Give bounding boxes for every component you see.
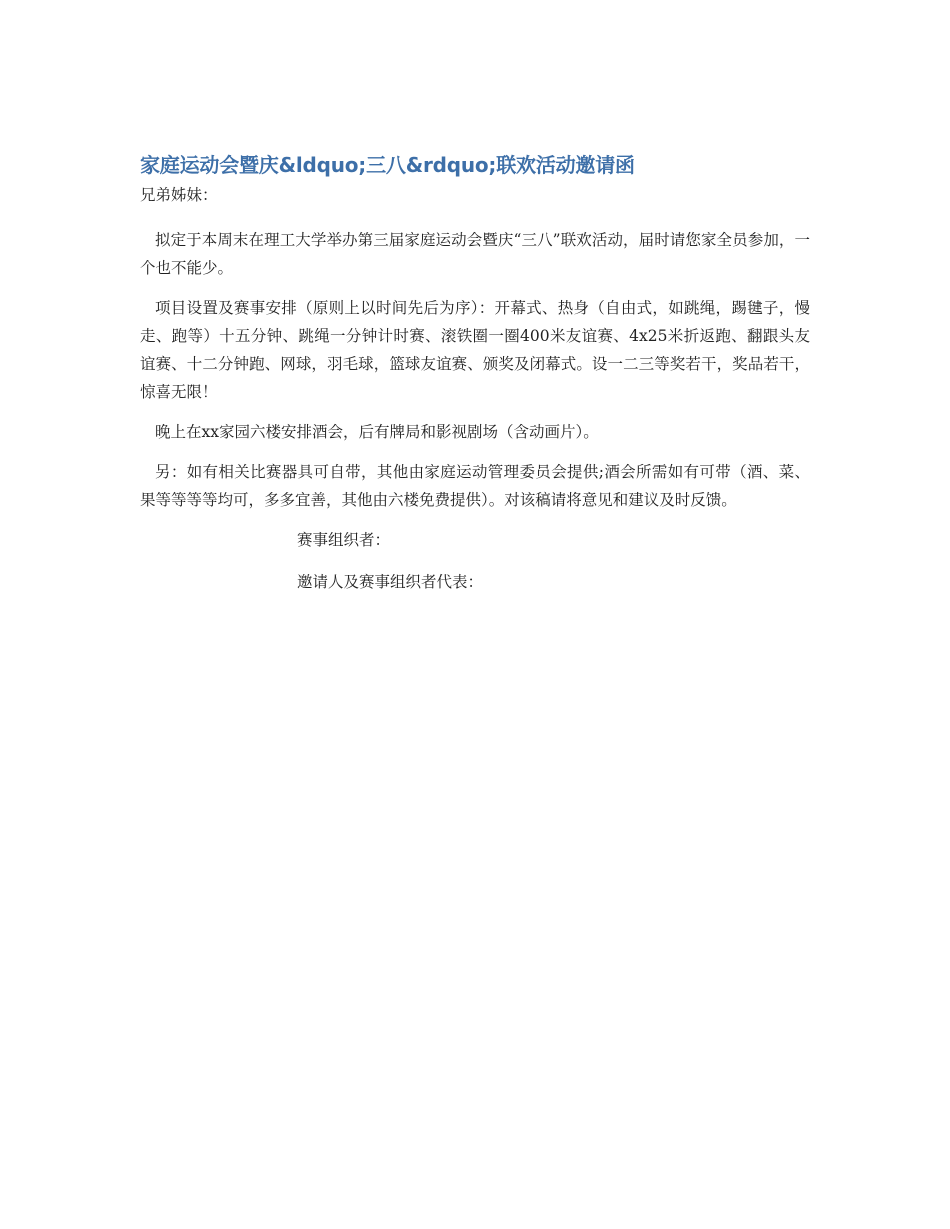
paragraph-intro: 拟定于本周末在理工大学举办第三届家庭运动会暨庆“三八”联欢活动，届时请您家全员参加，一个也不能少。	[140, 231, 810, 277]
paragraph-schedule: 项目设置及赛事安排（原则上以时间先后为序）：开幕式、热身（自由式，如跳绳，踢毽子，慢走、跑等）十五分钟、跳绳一分钟计时赛、滚铁圈一圈400米友谊赛、4x25米折返跑、翻跟头友谊赛、十二分钟跑、网球，羽毛球，篮球友谊赛、颁奖及闭幕式。设一二三等奖若干，奖品若干，惊喜无限！	[140, 299, 810, 401]
salutation: 兄弟姊妹：	[140, 186, 218, 204]
signature-organizer: 赛事组织者：	[297, 531, 391, 549]
paragraph-notes: 另：如有相关比赛器具可自带，其他由家庭运动管理委员会提供;酒会所需如有可带（酒、菜、果等等等等均可，多多宜善，其他由六楼免费提供）。对该稿请将意见和建议及时反馈。	[140, 463, 810, 509]
document-title: 家庭运动会暨庆&ldquo;三八&rdquo;联欢活动邀请函	[140, 153, 635, 177]
document-page	[140, 148, 810, 610]
paragraph-evening: 晚上在xx家园六楼安排酒会，后有牌局和影视剧场（含动画片）。	[155, 423, 599, 441]
signature-representative: 邀请人及赛事组织者代表：	[297, 573, 484, 591]
